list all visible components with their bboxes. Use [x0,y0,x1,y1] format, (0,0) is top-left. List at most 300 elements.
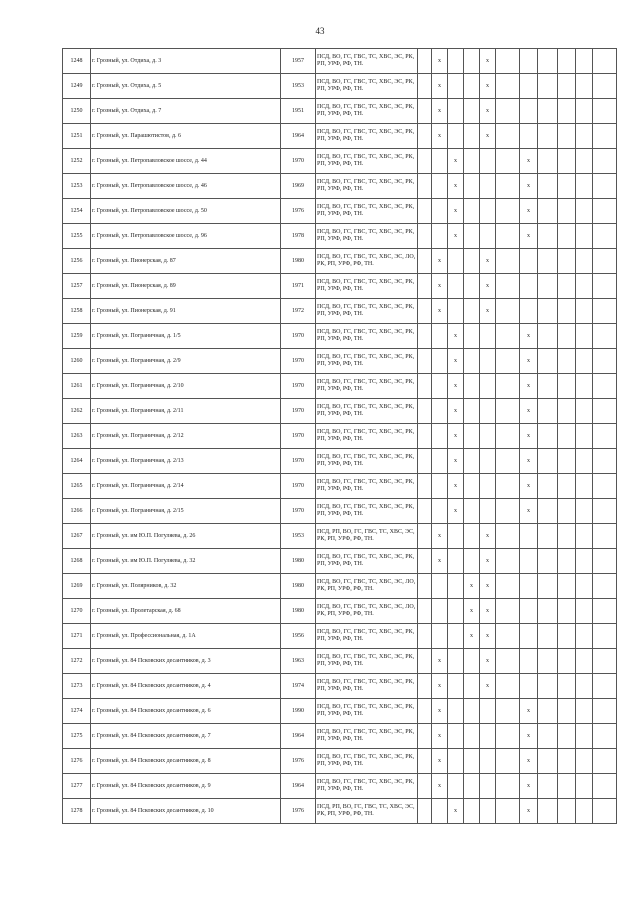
mark-cell [480,199,496,224]
mark-cell [432,199,448,224]
mark-cell [558,99,576,124]
mark-cell: x [464,599,480,624]
mark-cell [520,124,538,149]
mark-cell: x [432,99,448,124]
mark-cell [593,749,617,774]
address-cell: г. Грозный, ул. Петропавловское шоссе, д. 46 [91,174,281,199]
mark-cell [464,174,480,199]
mark-cell [576,624,593,649]
mark-cell [496,99,520,124]
table-row [63,199,617,224]
mark-cell: x [432,549,448,574]
mark-cell: x [432,524,448,549]
mark-cell [538,474,558,499]
mark-cell [520,274,538,299]
mark-cell: x [448,474,464,499]
mark-cell [576,324,593,349]
mark-cell [558,574,576,599]
table-row [63,349,617,374]
services-cell: ПСД, ВО, ГС, ГВС, ТС, ХВС, ЭС, РК, РП, УРФ, РФ, ТН. [316,424,418,449]
mark-cell [480,499,496,524]
row-number-cell: 1274 [63,699,91,724]
year-cell: 1970 [281,499,316,524]
row-number-cell: 1277 [63,774,91,799]
mark-cell [448,649,464,674]
table-row [63,774,617,799]
mark-cell: x [432,724,448,749]
table-row [63,674,617,699]
mark-cell [448,274,464,299]
mark-cell: x [448,399,464,424]
mark-cell [464,49,480,74]
mark-cell [448,299,464,324]
address-cell: г. Грозный, ул. Пограничная, д. 2/10 [91,374,281,399]
year-cell: 1964 [281,774,316,799]
mark-cell [464,524,480,549]
mark-cell [432,349,448,374]
address-cell: г. Грозный, ул. Полярников, д. 32 [91,574,281,599]
mark-cell [538,624,558,649]
row-number-cell: 1270 [63,599,91,624]
mark-cell [418,374,432,399]
mark-cell [538,549,558,574]
mark-cell [558,749,576,774]
mark-cell [480,799,496,824]
address-cell: г. Грозный, ул. им Ю.П. Погуляева, д. 32 [91,549,281,574]
mark-cell [593,224,617,249]
mark-cell: x [480,524,496,549]
table-row [63,74,617,99]
mark-cell [448,749,464,774]
table-row [63,474,617,499]
mark-cell [464,249,480,274]
mark-cell [576,249,593,274]
services-cell: ПСД, ВО, ГС, ГВС, ТС, ХВС, ЭС, РК, РП, УРФ, РФ, ТН. [316,474,418,499]
table-row [63,224,617,249]
mark-cell [464,424,480,449]
mark-cell [480,374,496,399]
address-cell: г. Грозный, ул. им Ю.П. Погуляева, д. 26 [91,524,281,549]
mark-cell [558,449,576,474]
registry-body [63,49,617,824]
mark-cell [464,224,480,249]
mark-cell [496,249,520,274]
row-number-cell: 1256 [63,249,91,274]
services-cell: ПСД, ВО, ГС, ГВС, ТС, ХВС, ЭС, РК, РП, УРФ, РФ, ТН. [316,749,418,774]
year-cell: 1974 [281,674,316,699]
address-cell: г. Грозный, ул. Пограничная, д. 2/14 [91,474,281,499]
services-cell: ПСД, ВО, ГС, ГВС, ТС, ХВС, ЭС, РК, РП, УРФ, РФ, ТН. [316,324,418,349]
row-number-cell: 1271 [63,624,91,649]
mark-cell [538,799,558,824]
mark-cell [448,574,464,599]
services-cell: ПСД, ВО, ГС, ГВС, ТС, ХВС, ЭС, РК, РП, УРФ, РФ, ТН. [316,774,418,799]
mark-cell [418,524,432,549]
mark-cell [480,399,496,424]
mark-cell [558,549,576,574]
table-row [63,749,617,774]
mark-cell: x [448,349,464,374]
mark-cell [576,724,593,749]
services-cell: ПСД, ВО, ГС, ГВС, ТС, ХВС, ЭС, РК, РП, УРФ, РФ, ТН. [316,724,418,749]
mark-cell [558,349,576,374]
services-cell: ПСД, ВО, ГС, ГВС, ТС, ХВС, ЭС, РК, РП, УРФ, РФ, ТН. [316,149,418,174]
mark-cell [496,524,520,549]
mark-cell [432,599,448,624]
mark-cell [448,624,464,649]
row-number-cell: 1249 [63,74,91,99]
services-cell: ПСД, ВО, ГС, ГВС, ТС, ХВС, ЭС, РК, РП, УРФ, РФ, ТН. [316,224,418,249]
mark-cell [464,149,480,174]
mark-cell: x [432,124,448,149]
mark-cell [520,649,538,674]
mark-cell [576,274,593,299]
services-cell: ПСД, ВО, ГС, ГВС, ТС, ХВС, ЭС, РК, РП, УРФ, РФ, ТН. [316,199,418,224]
mark-cell [418,724,432,749]
mark-cell [558,474,576,499]
mark-cell [520,599,538,624]
mark-cell [593,399,617,424]
row-number-cell: 1263 [63,424,91,449]
mark-cell: x [480,649,496,674]
mark-cell [558,174,576,199]
mark-cell [464,774,480,799]
address-cell: г. Грозный, ул. Пограничная, д. 2/13 [91,449,281,474]
table-row [63,649,617,674]
mark-cell [520,574,538,599]
year-cell: 1970 [281,474,316,499]
mark-cell [464,274,480,299]
mark-cell: x [448,174,464,199]
mark-cell: x [520,324,538,349]
mark-cell [593,799,617,824]
services-cell: ПСД, ВО, ГС, ГВС, ТС, ХВС, ЭС, ЛО, РК, РП, УРФ, РФ, ТН. [316,574,418,599]
mark-cell [576,49,593,74]
address-cell: г. Грозный, ул. Петропавловское шоссе, д. 50 [91,199,281,224]
mark-cell [593,249,617,274]
services-cell: ПСД, ВО, ГС, ГВС, ТС, ХВС, ЭС, РК, РП, УРФ, РФ, ТН. [316,649,418,674]
mark-cell [538,749,558,774]
mark-cell [576,299,593,324]
services-cell: ПСД, ВО, ГС, ГВС, ТС, ХВС, ЭС, РК, РП, УРФ, РФ, ТН. [316,549,418,574]
mark-cell: x [448,224,464,249]
mark-cell [496,599,520,624]
mark-cell [418,549,432,574]
year-cell: 1953 [281,524,316,549]
address-cell: г. Грозный, ул. Пролетарская, д. 68 [91,599,281,624]
mark-cell [593,324,617,349]
row-number-cell: 1258 [63,299,91,324]
table-row [63,49,617,74]
mark-cell [418,349,432,374]
mark-cell [576,124,593,149]
mark-cell [480,774,496,799]
mark-cell: x [480,624,496,649]
row-number-cell: 1273 [63,674,91,699]
mark-cell [520,74,538,99]
mark-cell: x [432,249,448,274]
mark-cell [480,324,496,349]
year-cell: 1964 [281,724,316,749]
services-cell: ПСД, ВО, ГС, ГВС, ТС, ХВС, ЭС, РК, РП, УРФ, РФ, ТН. [316,274,418,299]
mark-cell [558,499,576,524]
mark-cell [448,99,464,124]
services-cell: ПСД, ВО, ГС, ГВС, ТС, ХВС, ЭС, РК, РП, УРФ, РФ, ТН. [316,499,418,524]
mark-cell [593,774,617,799]
mark-cell [418,674,432,699]
mark-cell [496,649,520,674]
mark-cell [418,174,432,199]
table-row [63,149,617,174]
table-row [63,574,617,599]
mark-cell [496,699,520,724]
row-number-cell: 1269 [63,574,91,599]
mark-cell [464,324,480,349]
address-cell: г. Грозный, ул. Пограничная, д. 2/15 [91,499,281,524]
mark-cell [538,224,558,249]
address-cell: г. Грозный, ул. Петропавловское шоссе, д. 96 [91,224,281,249]
registry-table [62,48,617,824]
mark-cell: x [520,174,538,199]
mark-cell: x [480,274,496,299]
mark-cell [496,574,520,599]
address-cell: г. Грозный, ул. Пионерская, д. 91 [91,299,281,324]
mark-cell [576,499,593,524]
mark-cell: x [520,374,538,399]
services-cell: ПСД, ВО, ГС, ГВС, ТС, ХВС, ЭС, ЛО, РК, РП, УРФ, РФ, ТН. [316,599,418,624]
table-row [63,724,617,749]
mark-cell [576,74,593,99]
address-cell: г. Грозный, ул. Пограничная, д. 1/5 [91,324,281,349]
mark-cell [593,349,617,374]
row-number-cell: 1255 [63,224,91,249]
mark-cell [576,149,593,174]
table-row [63,374,617,399]
mark-cell [538,449,558,474]
mark-cell: x [520,399,538,424]
mark-cell: x [520,724,538,749]
mark-cell: x [480,99,496,124]
mark-cell [538,74,558,99]
mark-cell [538,574,558,599]
mark-cell [558,624,576,649]
mark-cell [593,49,617,74]
services-cell: ПСД, РП, ВО, ГС, ГВС, ТС, ХВС, ЭС, РК, РП, УРФ, РФ, ТН. [316,524,418,549]
mark-cell [576,449,593,474]
mark-cell [496,399,520,424]
mark-cell [464,399,480,424]
mark-cell [432,424,448,449]
mark-cell [576,749,593,774]
mark-cell: x [432,699,448,724]
table-row [63,324,617,349]
table-row [63,99,617,124]
mark-cell [464,99,480,124]
year-cell: 1969 [281,174,316,199]
address-cell: г. Грозный, ул. 84 Псковских десантников, д. 8 [91,749,281,774]
row-number-cell: 1253 [63,174,91,199]
table-row [63,549,617,574]
address-cell: г. Грозный, ул. 84 Псковских десантников, д. 3 [91,649,281,674]
services-cell: ПСД, ВО, ГС, ГВС, ТС, ХВС, ЭС, РК, РП, УРФ, РФ, ТН. [316,99,418,124]
year-cell: 1970 [281,324,316,349]
mark-cell: x [480,599,496,624]
mark-cell [418,324,432,349]
mark-cell [480,224,496,249]
mark-cell [496,549,520,574]
mark-cell [538,424,558,449]
mark-cell [480,449,496,474]
services-cell: ПСД, ВО, ГС, ГВС, ТС, ХВС, ЭС, РК, РП, УРФ, РФ, ТН. [316,299,418,324]
mark-cell [448,524,464,549]
year-cell: 1976 [281,749,316,774]
mark-cell [593,524,617,549]
mark-cell [538,399,558,424]
services-cell: ПСД, ВО, ГС, ГВС, ТС, ХВС, ЭС, РК, РП, УРФ, РФ, ТН. [316,124,418,149]
mark-cell [480,749,496,774]
mark-cell [593,274,617,299]
mark-cell [480,149,496,174]
year-cell: 1980 [281,599,316,624]
mark-cell [496,674,520,699]
services-cell: ПСД, ВО, ГС, ГВС, ТС, ХВС, ЭС, РК, РП, УРФ, РФ, ТН. [316,49,418,74]
address-cell: г. Грозный, ул. Пионерская, д. 89 [91,274,281,299]
mark-cell [464,749,480,774]
mark-cell [538,249,558,274]
mark-cell: x [464,574,480,599]
mark-cell [432,149,448,174]
address-cell: г. Грозный, ул. Пионерская, д. 87 [91,249,281,274]
mark-cell [432,174,448,199]
address-cell: г. Грозный, ул. Пограничная, д. 2/9 [91,349,281,374]
mark-cell [464,549,480,574]
mark-cell [558,399,576,424]
mark-cell [576,399,593,424]
address-cell: г. Грозный, ул. 84 Псковских десантников, д. 9 [91,774,281,799]
services-cell: ПСД, ВО, ГС, ГВС, ТС, ХВС, ЭС, РК, РП, УРФ, РФ, ТН. [316,349,418,374]
mark-cell [418,249,432,274]
mark-cell [418,149,432,174]
row-number-cell: 1259 [63,324,91,349]
mark-cell [432,224,448,249]
mark-cell: x [520,349,538,374]
mark-cell [480,474,496,499]
mark-cell [480,424,496,449]
mark-cell [464,199,480,224]
mark-cell [432,324,448,349]
mark-cell: x [448,449,464,474]
mark-cell [538,124,558,149]
mark-cell [418,124,432,149]
mark-cell [496,499,520,524]
address-cell: г. Грозный, ул. Пограничная, д. 2/12 [91,424,281,449]
mark-cell [496,724,520,749]
row-number-cell: 1276 [63,749,91,774]
year-cell: 1970 [281,349,316,374]
mark-cell [558,149,576,174]
year-cell: 1970 [281,374,316,399]
mark-cell: x [520,499,538,524]
mark-cell [593,699,617,724]
year-cell: 1970 [281,449,316,474]
year-cell: 1976 [281,199,316,224]
services-cell: ПСД, РП, ВО, ГС, ГВС, ТС, ХВС, ЭС, РК, РП, УРФ, РФ, ТН. [316,799,418,824]
table-row [63,449,617,474]
year-cell: 1990 [281,699,316,724]
mark-cell [558,249,576,274]
mark-cell [418,474,432,499]
mark-cell [496,274,520,299]
mark-cell [538,49,558,74]
year-cell: 1953 [281,74,316,99]
mark-cell [593,74,617,99]
row-number-cell: 1248 [63,49,91,74]
mark-cell [558,49,576,74]
mark-cell [538,724,558,749]
mark-cell: x [520,449,538,474]
mark-cell [464,449,480,474]
mark-cell: x [448,199,464,224]
mark-cell: x [432,74,448,99]
mark-cell [576,649,593,674]
year-cell: 1964 [281,124,316,149]
mark-cell [464,474,480,499]
mark-cell [496,374,520,399]
mark-cell [593,299,617,324]
mark-cell [558,199,576,224]
mark-cell [576,199,593,224]
row-number-cell: 1264 [63,449,91,474]
mark-cell [593,599,617,624]
mark-cell: x [448,324,464,349]
mark-cell [576,174,593,199]
mark-cell: x [480,674,496,699]
table-row [63,499,617,524]
address-cell: г. Грозный, ул. Пограничная, д. 2/11 [91,399,281,424]
year-cell: 1972 [281,299,316,324]
mark-cell: x [432,749,448,774]
mark-cell [538,599,558,624]
services-cell: ПСД, ВО, ГС, ГВС, ТС, ХВС, ЭС, РК, РП, УРФ, РФ, ТН. [316,399,418,424]
table-row [63,249,617,274]
mark-cell: x [520,474,538,499]
mark-cell [418,499,432,524]
mark-cell: x [480,124,496,149]
mark-cell [538,374,558,399]
table-row [63,624,617,649]
mark-cell [558,299,576,324]
table-row [63,399,617,424]
mark-cell: x [480,49,496,74]
mark-cell [432,799,448,824]
table-row [63,299,617,324]
mark-cell [432,374,448,399]
mark-cell [593,424,617,449]
mark-cell [448,774,464,799]
mark-cell [464,124,480,149]
address-cell: г. Грозный, ул. Профессиональная, д. 1А [91,624,281,649]
mark-cell [496,624,520,649]
mark-cell [520,549,538,574]
mark-cell: x [480,299,496,324]
mark-cell: x [480,549,496,574]
mark-cell [593,374,617,399]
mark-cell [418,624,432,649]
mark-cell [576,549,593,574]
mark-cell [593,99,617,124]
mark-cell [432,499,448,524]
mark-cell [558,124,576,149]
